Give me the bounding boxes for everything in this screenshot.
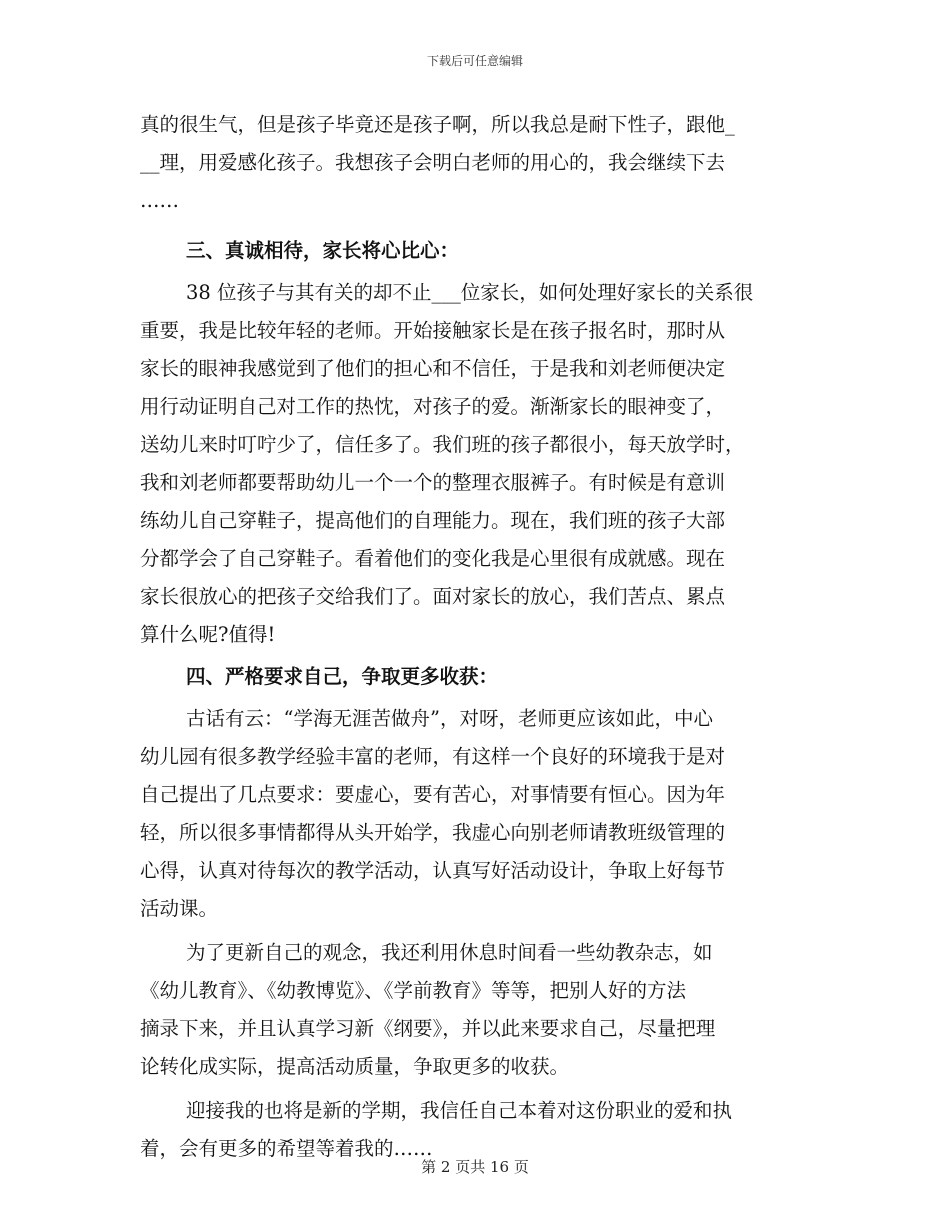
text-line: 活动课。 [140,897,219,920]
text-line: 自己提出了几点要求：要虚心，要有苦心，对事情要有恒心。因为年 [140,783,726,806]
text-line: 练幼儿自己穿鞋子，提高他们的自理能力。现在，我们班的孩子大部 [140,509,726,532]
section-heading-4: 四、严格要求自己，争取更多收获： [186,665,499,688]
section-heading-3: 三、真诚相待，家长将心比心： [186,239,460,262]
text-line: 论转化成实际，提高活动质量，争取更多的收获。 [140,1055,570,1078]
text-line: 着，会有更多的希望等着我的…… [140,1137,433,1160]
text-line: …… [140,189,179,212]
text-line: 为了更新自己的观念，我还利用休息时间看一些幼教杂志，如 [186,941,713,964]
text-line: 送幼儿来时叮咛少了，信任多了。我们班的孩子都很小，每天放学时， [140,433,745,456]
text-line: 心得，认真对待每次的教学活动，认真写好活动设计，争取上好每节 [140,859,726,882]
text-line: 幼儿园有很多教学经验丰富的老师，有这样一个良好的环境我于是对 [140,745,726,768]
text-line: 《幼儿教育》、《幼教博览》、《学前教育》等等，把别人好的方法 [140,979,687,1002]
text-line: 我和刘老师都要帮助幼儿一个一个的整理衣服裤子。有时候是有意训 [140,471,726,494]
text-line: 重要，我是比较年轻的老师。开始接触家长是在孩子报名时，那时从 [140,319,726,342]
text-line: 真的很生气，但是孩子毕竟还是孩子啊，所以我总是耐下性子，跟他_ [140,113,735,136]
text-line: 家长的眼神我感觉到了他们的担心和不信任，于是我和刘老师便决定 [140,357,726,380]
page-footer: 第 2 页共 16 页 [421,1158,529,1176]
text-line: 用行动证明自己对工作的热忱，对孩子的爱。渐渐家长的眼神变了， [140,395,726,418]
text-line: 分都学会了自己穿鞋子。看着他们的变化我是心里很有成就感。现在 [140,547,726,570]
text-line: __理，用爱感化孩子。我想孩子会明白老师的用心的，我会继续下去 [140,151,726,174]
text-line: 古话有云：“学海无涯苦做舟”，对呀，老师更应该如此，中心 [186,707,713,730]
text-line: 算什么呢?值得! [140,623,276,646]
text-line: 摘录下来，并且认真学习新《纲要》，并以此来要求自己，尽量把理 [140,1017,716,1040]
text-line: 轻，所以很多事情都得从头开始学，我虚心向别老师请教班级管理的 [140,821,726,844]
text-line: 38 位孩子与其有关的却不止___位家长，如何处理好家长的关系很 [186,281,754,304]
text-line: 家长很放心的把孩子交给我们了。面对家长的放心，我们苦点、累点 [140,585,726,608]
text-line: 迎接我的也将是新的学期，我信任自己本着对这份职业的爱和执 [186,1099,733,1122]
page-header: 下载后可任意编辑 [426,54,523,68]
document-body [140,106,815,1168]
